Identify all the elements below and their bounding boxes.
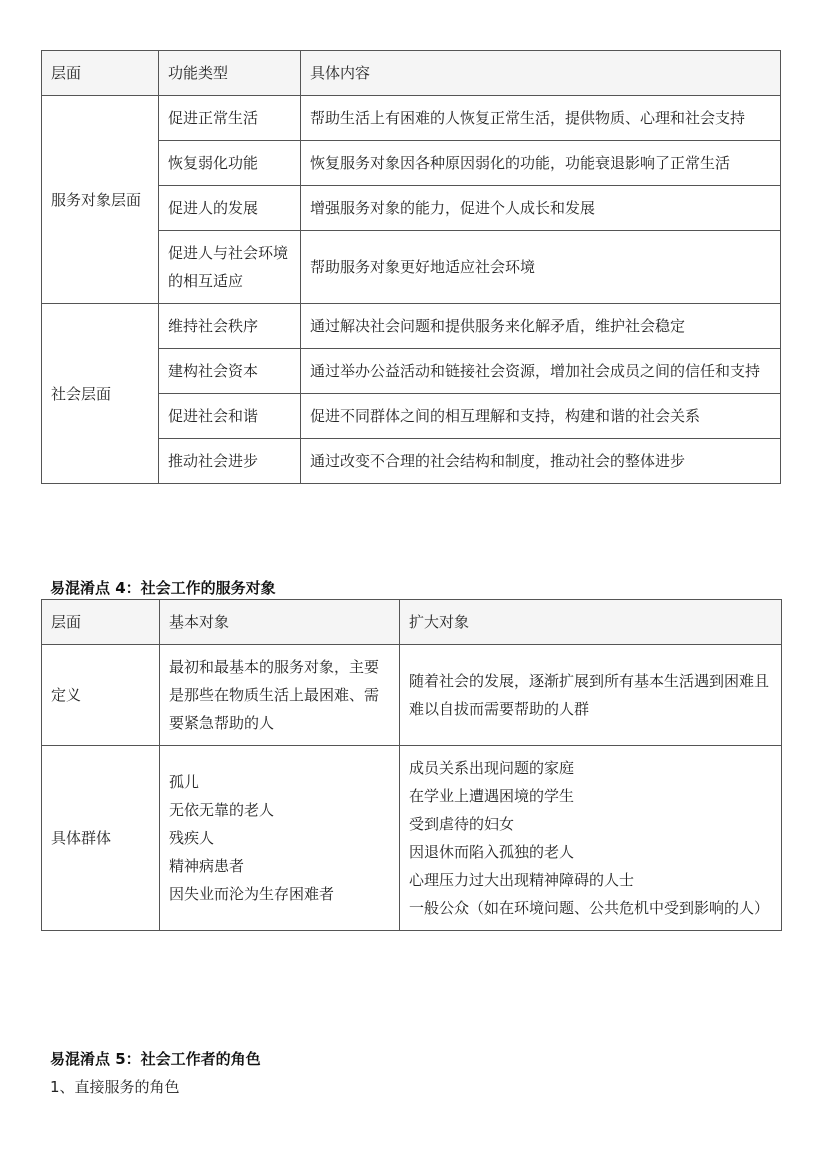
type-cell: 建构社会资本 <box>159 349 301 394</box>
column-header: 层面 <box>42 600 160 645</box>
list-item: 一般公众（如在环境问题、公共危机中受到影响的人） <box>409 899 770 917</box>
list-item: 无依无靠的老人 <box>169 801 275 819</box>
type-cell: 推动社会进步 <box>159 439 301 484</box>
type-cell: 促进社会和谐 <box>159 394 301 439</box>
extended-cell <box>400 746 782 931</box>
list-item: 成员关系出现问题的家庭 <box>409 759 575 777</box>
type-cell: 促进正常生活 <box>159 96 301 141</box>
table-header-row <box>42 51 781 96</box>
content-cell: 通过举办公益活动和链接社会资源，增加社会成员之间的信任和支持 <box>301 349 781 394</box>
section-4-heading: 易混淆点 4：社会工作的服务对象 <box>50 579 276 597</box>
content-cell: 通过解决社会问题和提供服务来化解矛盾，维护社会稳定 <box>301 304 781 349</box>
level-cell: 服务对象层面 <box>42 96 159 304</box>
list-item: 受到虐待的妇女 <box>409 815 515 833</box>
content-cell: 促进不同群体之间的相互理解和支持，构建和谐的社会关系 <box>301 394 781 439</box>
table-row <box>42 746 782 931</box>
section-5-heading: 易混淆点 5：社会工作者的角色 <box>50 1050 261 1068</box>
table-row <box>42 304 781 349</box>
type-cell: 恢复弱化功能 <box>159 141 301 186</box>
column-header: 基本对象 <box>160 600 400 645</box>
list-item: 因退休而陷入孤独的老人 <box>409 843 575 861</box>
level-cell: 具体群体 <box>42 746 160 931</box>
basic-cell <box>160 746 400 931</box>
type-cell: 维持社会秩序 <box>159 304 301 349</box>
service-target-table <box>41 599 782 931</box>
list-item: 孤儿 <box>169 773 200 791</box>
content-cell: 帮助生活上有困难的人恢复正常生活，提供物质、心理和社会支持 <box>301 96 781 141</box>
type-cell: 促进人与社会环境的相互适应 <box>159 231 301 304</box>
table-row <box>42 96 781 141</box>
list-item: 残疾人 <box>169 829 215 847</box>
column-header: 具体内容 <box>301 51 781 96</box>
column-header: 层面 <box>42 51 159 96</box>
content-cell: 增强服务对象的能力，促进个人成长和发展 <box>301 186 781 231</box>
function-table <box>41 50 781 484</box>
content-cell: 帮助服务对象更好地适应社会环境 <box>301 231 781 304</box>
type-cell: 促进人的发展 <box>159 186 301 231</box>
list-item: 在学业上遭遇困境的学生 <box>409 787 575 805</box>
table-row <box>42 645 782 746</box>
list-item: 精神病患者 <box>169 857 245 875</box>
list-item: 心理压力过大出现精神障碍的人士 <box>409 871 635 889</box>
content-cell: 通过改变不合理的社会结构和制度，推动社会的整体进步 <box>301 439 781 484</box>
level-cell: 社会层面 <box>42 304 159 484</box>
extended-cell: 随着社会的发展，逐渐扩展到所有基本生活遇到困难且难以自拔而需要帮助的人群 <box>400 645 782 746</box>
level-cell: 定义 <box>42 645 160 746</box>
column-header: 功能类型 <box>159 51 301 96</box>
content-cell: 恢复服务对象因各种原因弱化的功能，功能衰退影响了正常生活 <box>301 141 781 186</box>
list-item: 因失业而沦为生存困难者 <box>169 885 335 903</box>
basic-cell: 最初和最基本的服务对象，主要是那些在物质生活上最困难、需要紧急帮助的人 <box>160 645 400 746</box>
section-5-item-1: 1、直接服务的角色 <box>50 1078 180 1096</box>
column-header: 扩大对象 <box>400 600 782 645</box>
table-header-row <box>42 600 782 645</box>
